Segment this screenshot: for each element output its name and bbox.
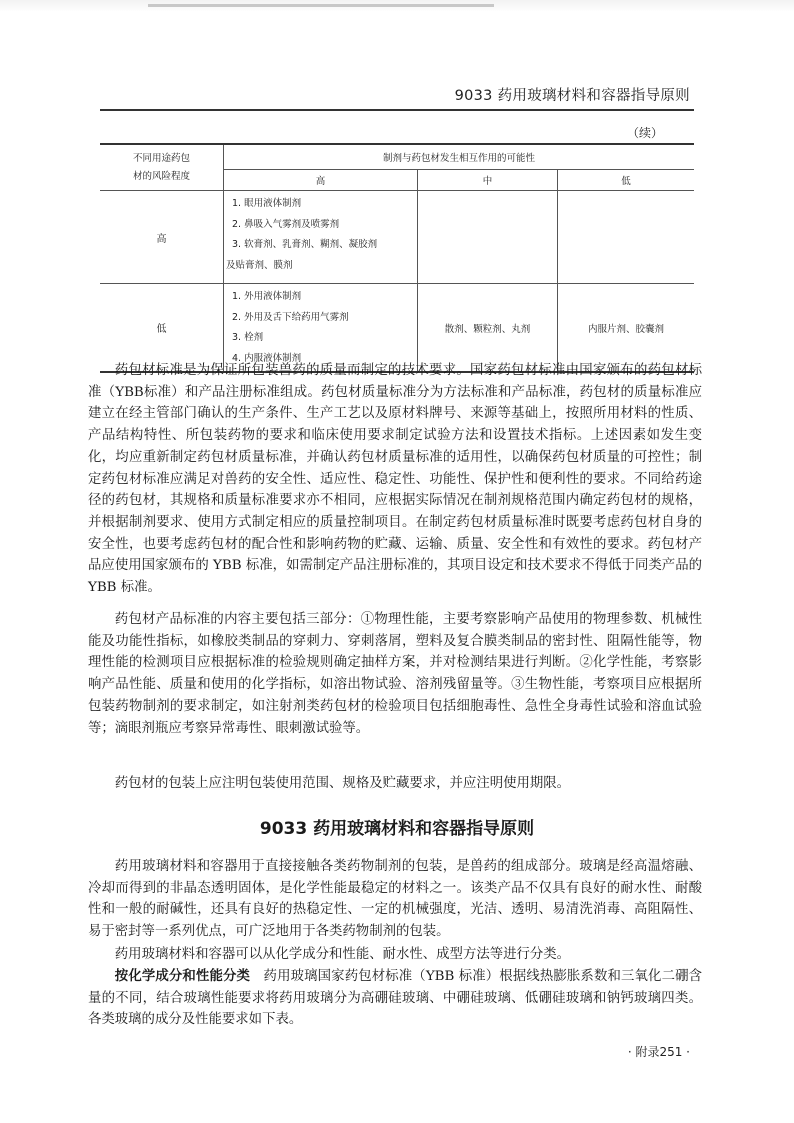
sub-header-low: 低 xyxy=(558,170,695,191)
paragraph-classification: 药用玻璃材料和容器可以从化学成分和性能、耐水性、成型方法等进行分类。 xyxy=(114,947,571,962)
section-title: 9033 药用玻璃材料和容器指导原则 xyxy=(259,819,535,839)
table-row xyxy=(100,284,694,373)
paragraph-body: 药用玻璃国家药包材标准（YBB 标准）根据线热膨胀系数和三氧化二硼含量的不同，结合玻璃性能要求将药用玻璃分为高硼硅玻璃、中硼硅玻璃、低硼硅玻璃和钠钙玻璃四类。各类玻璃的成分及性能要求如下表。 xyxy=(88,969,703,1028)
header-rule xyxy=(100,109,694,111)
cell-high-list xyxy=(224,191,418,284)
paragraph-labeling: 药包材的包装上应注明包装使用范围、规格及贮藏要求，并应注明使用期限。 xyxy=(114,776,571,791)
row-risk-label: 高 xyxy=(100,191,224,284)
paragraph-glass-intro: 药用玻璃材料和容器用于直接接触各类药物制剂的包装，是兽药的组成部分。玻璃是经高温熔融、冷却而得到的非晶态透明固体，是化学性能最稳定的材料之一。该类产品不仅具有良好的耐水性、耐酸性和一般的耐碱性，还具有良好的热稳定性、一定的机械强度，光洁、透明、易清洗消毒、高阻隔性、易于密封等一系列优点，可广泛地用于各类药物制剂的包装。 xyxy=(88,859,702,940)
risk-header-line2: 材的风险程度 xyxy=(132,170,190,182)
sub-header-mid: 中 xyxy=(418,170,558,191)
risk-column-header xyxy=(100,144,224,191)
table-row xyxy=(100,191,694,284)
risk-table xyxy=(100,143,694,373)
list-item: 及贴膏剂、膜剂 xyxy=(226,259,293,271)
list-item: 3. 栓剂 xyxy=(232,332,264,343)
list-item: 2. 外用及舌下给药用气雾剂 xyxy=(232,311,349,323)
list-item: 1. 眼用液体制剂 xyxy=(232,198,302,209)
scan-artifact xyxy=(148,4,494,7)
interaction-group-header: 制剂与药包材发生相互作用的可能性 xyxy=(224,144,695,170)
cell-high-list xyxy=(224,284,418,373)
cell-mid: 散剂、颗粒剂、丸剂 xyxy=(418,284,558,373)
list-item: 3. 软膏剂、乳膏剂、糊剂、凝胶剂 xyxy=(232,239,378,250)
risk-header-line1: 不同用途药包 xyxy=(132,152,190,164)
paragraph-standard-contents: 药包材产品标准的内容主要包括三部分：①物理性能，主要考察影响产品使用的物理参数、机械性能及功能性指标，如橡胶类制品的穿刺力、穿刺落屑，塑料及复合膜类制品的密封性、阻隔性能等，物理性能的检测项目应根据标准的检验规则确定抽样方案，并对检测结果进行判断。②化学性能，考察影响产品性能、质量和使用的化学指标，如溶出物试验、溶剂残留量等。③生物性能，考察项目应根据所包装药物制剂的要求制定，如注射剂类药包材的检验项目包括细胞毒性、急性全身毒性试验和溶血试验等；滴眼剂瓶应考察异常毒性、眼刺激试验等。 xyxy=(88,612,702,736)
list-item: 2. 鼻吸入气雾剂及喷雾剂 xyxy=(232,218,340,230)
cell-mid xyxy=(418,191,558,284)
paragraph-standards: 药包材标准是为保证所包装兽药的质量而制定的技术要求。国家药包材标准由国家颁布的药包材标准（YBB标准）和产品注册标准组成。药包材质量标准分为方法标准和产品标准，药包材的质量标准应建立在经主管部门确认的生产条件、生产工艺以及原材料牌号、来源等基础上，按照所用材料的性质、产品结构特性、所包装药物的要求和临床使用要求制定试验方法和设置技术指标。上述因素如发生变化，均应重新制定药包材质量标准，并确认药包材质量标准的适用性，以确保药包材质量的可控性；制定药包材标准应满足对兽药的安全性、适应性、稳定性、功能性、保护性和便利性的要求。不同给药途径的药包材，其规格和质量标准要求亦不相同，应根据实际情况在制剂规格范围内确定药包材的规格，并根据制剂要求、使用方式制定相应的质量控制项目。在制定药包材质量标准时既要考虑药包材自身的安全性，也要考虑药包材的配合性和影响药物的贮藏、运输、质量、安全性和有效性的要求。药包材产品应使用国家颁布的 YBB 标准，如需制定产品注册标准的，其项目设定和技术要求不得低于同类产品的 YBB 标准。 xyxy=(88,363,702,596)
list-item: 4. 内服液体制剂 xyxy=(232,352,302,364)
running-title: 9033 药用玻璃材料和容器指导原则 xyxy=(454,88,690,104)
bold-lead-in: 按化学成分和性能分类 xyxy=(114,969,251,984)
cell-low xyxy=(558,191,695,284)
page-number: · 附录251 · xyxy=(627,1045,690,1059)
sub-header-high: 高 xyxy=(224,170,418,191)
list-item: 1. 外用液体制剂 xyxy=(232,291,302,302)
paragraph-chemical-class xyxy=(88,966,702,1031)
row-risk-label: 低 xyxy=(100,284,224,373)
cell-low: 内服片剂、胶囊剂 xyxy=(558,284,695,373)
continued-label: （续） xyxy=(626,126,663,140)
